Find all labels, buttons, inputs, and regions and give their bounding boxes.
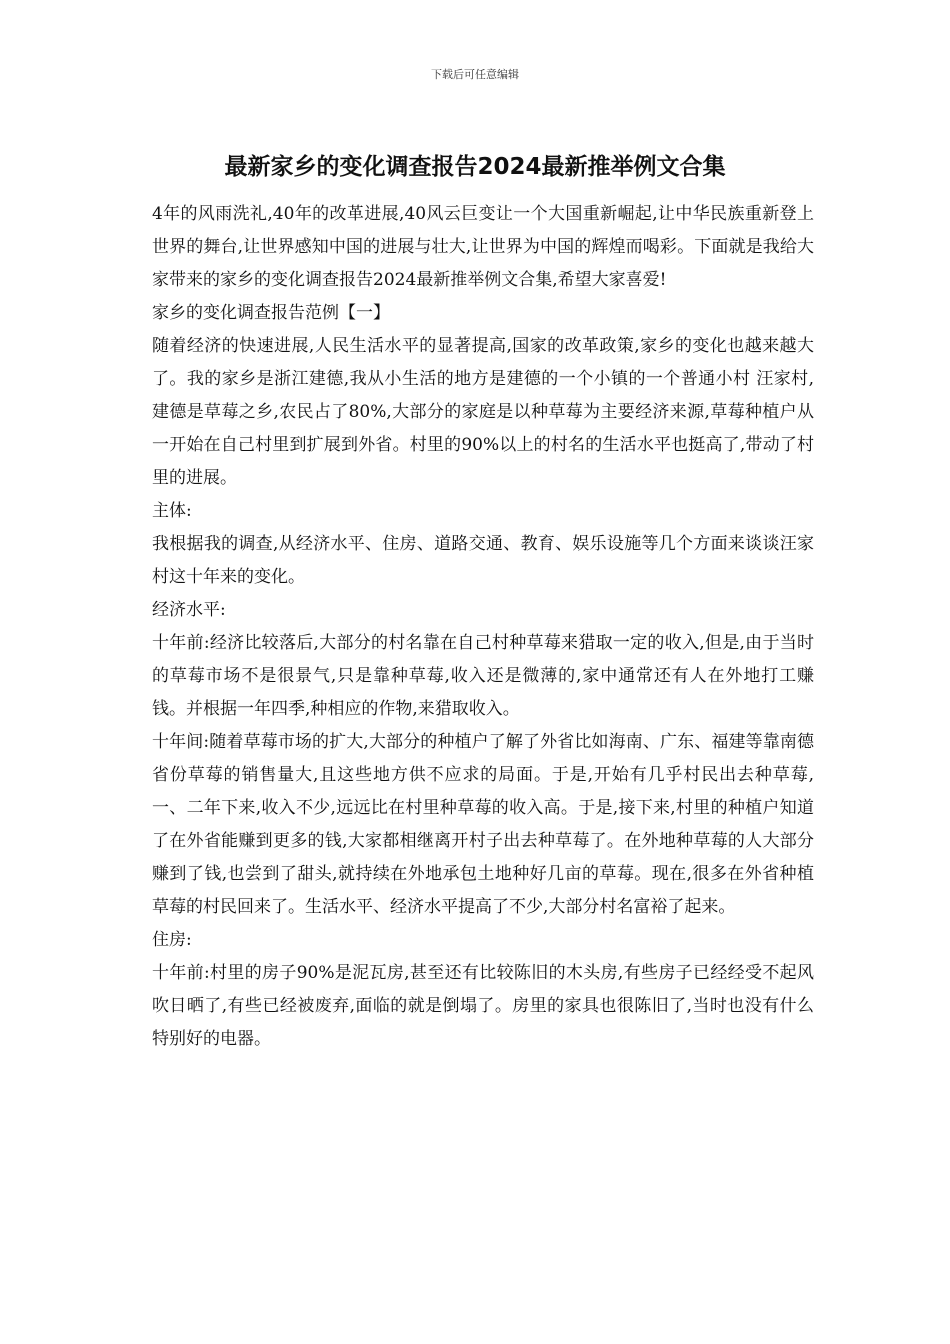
paragraph-intro: 4年的风雨洗礼,40年的改革进展,40风云巨变让一个大国重新崛起,让中华民族重新登上世界的舞台,让世界感知中国的进展与壮大,让世界为中国的辉煌而喝彩。下面就是我给大家带来的家乡的变化调查报告2024最新推举例文合集,希望大家喜爱!	[152, 204, 814, 290]
paragraph-economy-during: 十年间:随着草莓市场的扩大,大部分的种植户了解了外省比如海南、广东、福建等靠南德省份草莓的销售量大,且这些地方供不应求的局面。于是,开始有几乎村民出去种草莓,一、二年下来,收入不少,远远比在村里种草莓的收入高。于是,接下来,村里的种植户知道了在外省能赚到更多的钱,大家都相继离开村子出去种草莓了。在外地种草莓的人大部分赚到了钱,也尝到了甜头,就持续在外地承包土地种好几亩的草莓。现在,很多在外省种植草莓的村民回来了。生活水平、经济水平提高了不少,大部分村名富裕了起来。	[152, 732, 814, 917]
document-body	[144, 198, 814, 1056]
paragraph-housing-before: 十年前:村里的房子90%是泥瓦房,甚至还有比较陈旧的木头房,有些房子已经经受不起风吹日晒了,有些已经被废弃,面临的就是倒塌了。房里的家具也很陈旧了,当时也没有什么特别好的电器。	[152, 963, 814, 1049]
section-heading-housing: 住房:	[152, 930, 192, 950]
section-heading-main-body: 主体:	[152, 501, 192, 521]
section-heading-economy: 经济水平:	[152, 600, 226, 620]
paragraph-economy-before: 十年前:经济比较落后,大部分的村名靠在自己村种草莓来猎取一定的收入,但是,由于当时的草莓市场不是很景气,只是靠种草莓,收入还是微薄的,家中通常还有人在外地打工赚钱。并根据一年四季,种相应的作物,来猎取收入。	[152, 633, 814, 719]
paragraph-scope: 我根据我的调查,从经济水平、住房、道路交通、教育、娱乐设施等几个方面来谈谈汪家村这十年来的变化。	[152, 534, 814, 587]
section-heading-example-1: 家乡的变化调查报告范例【一】	[152, 303, 390, 323]
document-title: 最新家乡的变化调查报告2024最新推举例文合集	[224, 154, 726, 180]
header-note: 下载后可任意编辑	[431, 68, 519, 81]
paragraph-background: 随着经济的快速进展,人民生活水平的显著提高,国家的改革政策,家乡的变化也越来越大了。我的家乡是浙江建德,我从小生活的地方是建德的一个小镇的一个普通小村 汪家村,建德是草莓之乡,农民占了80%,大部分的家庭是以种草莓为主要经济来源,草莓种植户从一开始在自己村里到扩展到外省。村里的90%以上的村名的生活水平也挺高了,带动了村里的进展。	[152, 336, 814, 488]
